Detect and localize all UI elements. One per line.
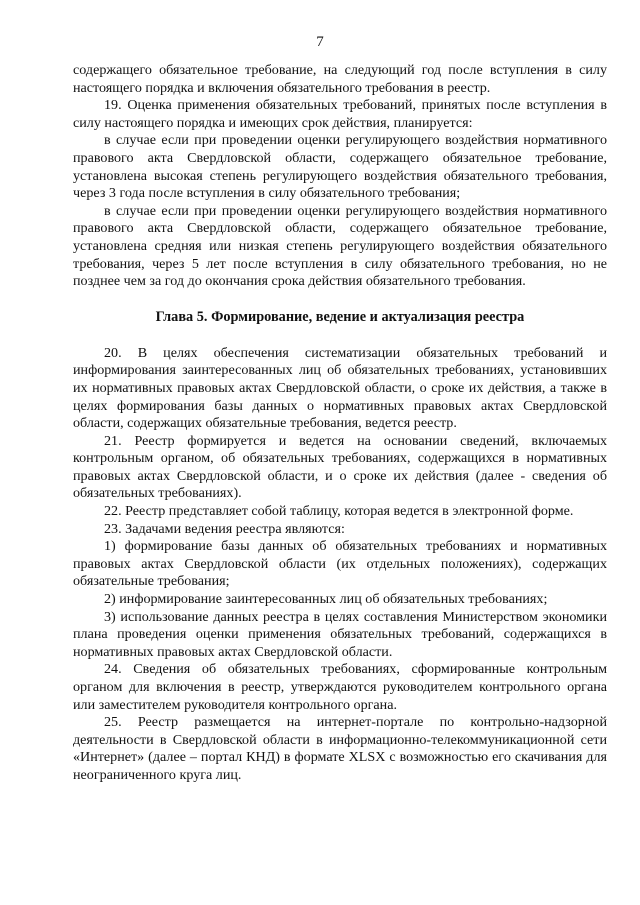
paragraph-19: 19. Оценка применения обязательных требований, принятых после вступления в силу настоящего порядка и имеющих срок действия, планируется: [73, 97, 607, 131]
paragraph-19-high-impact: в случае если при проведении оценки регулирующего воздействия нормативного правового акта Свердловской области, содержащего обязательное требование, установлена высокая степень регулирующего воздействия обязательного требования, через 3 года после вступления в силу обязательного требования; [73, 132, 607, 202]
page-number: 7 [316, 34, 324, 50]
paragraph-continuation: содержащего обязательное требование, на следующий год после вступления в силу настоящего порядка и включения обязательного требования в реестр. [73, 62, 607, 96]
paragraph-23-item-2: 2) информирование заинтересованных лиц об обязательных требованиях; [104, 591, 548, 608]
paragraph-23: 23. Задачами ведения реестра являются: [104, 520, 345, 537]
chapter-heading: Глава 5. Формирование, ведение и актуализация реестра [155, 308, 525, 325]
paragraph-19-medium-low-impact: в случае если при проведении оценки регулирующего воздействия нормативного правового акта Свердловской области, содержащего обязательное требование, установлена средняя или низкая степень регулирующего воздействия обязательного требования, через 5 лет после вступления в силу обязательного требования, но не позднее чем за год до окончания срока действия обязательного требования. [73, 202, 607, 290]
document-body [73, 62, 607, 785]
paragraph-23-item-1: 1) формирование базы данных об обязательных требованиях и нормативных правовых актах Свердловской области (их отдельных положениях), содержащих обязательные требования; [73, 538, 607, 590]
paragraph-20: 20. В целях обеспечения систематизации обязательных требований и информирования заинтересованных лиц об обязательных требованиях, установивших их нормативных правовых актах Свердловской области, о сроке их действия, а также в целях формирования базы данных о нормативных правовых актах Свердловской области, содержащих обязательные требования, ведется реестр. [73, 344, 607, 432]
paragraph-21: 21. Реестр формируется и ведется на основании сведений, включаемых контрольным органом, об обязательных требованиях, содержащихся в нормативных правовых актах Свердловской области, и о сроке их действия (далее - сведения об обязательных требованиях). [73, 432, 607, 502]
paragraph-23-item-3: 3) использование данных реестра в целях составления Министерством экономики плана проведения оценки применения обязательных требований, содержащихся в нормативных правовых актах Свердловской области. [73, 608, 607, 660]
paragraph-25: 25. Реестр размещается на интернет-портале по контрольно-надзорной деятельности в Свердловской области в информационно-телекоммуникационной сети «Интернет» (далее – портал КНД) в формате XLSX с возможностью его скачивания для неограниченного круга лиц. [73, 714, 607, 783]
paragraph-24: 24. Сведения об обязательных требованиях, сформированные контрольным органом для включения в реестр, утверждаются руководителем контрольного органа или заместителем руководителя контрольного органа. [73, 661, 607, 713]
paragraph-22: 22. Реестр представляет собой таблицу, которая ведется в электронной форме. [104, 503, 574, 520]
